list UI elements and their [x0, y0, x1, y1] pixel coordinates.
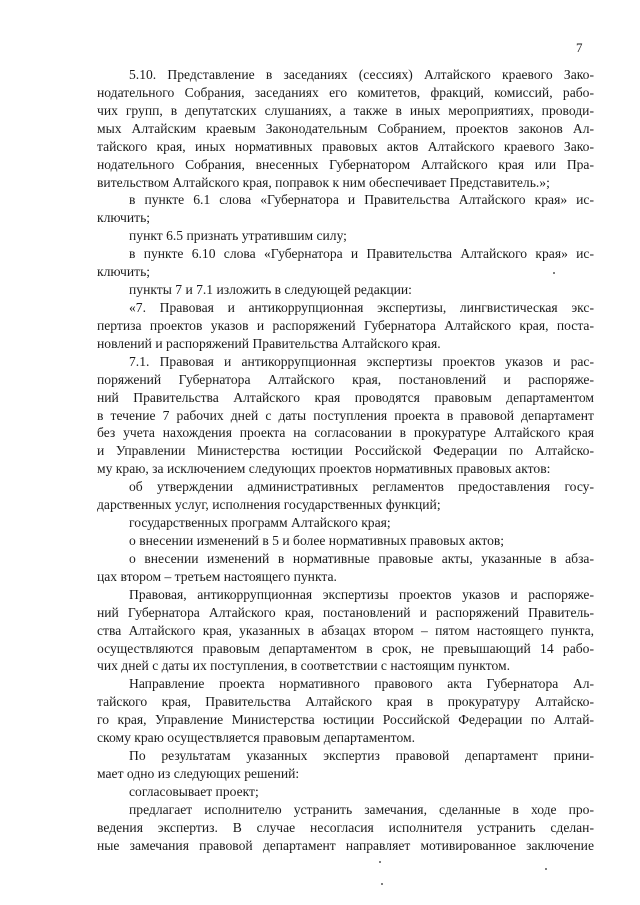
text-line: ства Алтайского края, указанных в абзацах втором – пятом настоящего пункта, [97, 622, 594, 638]
text-line: Направление проекта нормативного правового акта Губернатора Ал- [129, 676, 594, 692]
text-line: ключить; [97, 264, 151, 280]
text-line: в пункте 6.10 слова «Губернатора и Правительства Алтайского края» ис- [129, 246, 594, 262]
text-line: «7. Правовая и антикоррупционная экспертизы, лингвистическая экс- [129, 299, 594, 315]
scan-speck [553, 272, 555, 274]
text-line: государственных программ Алтайского края; [129, 515, 391, 531]
text-line: 5.10. Представление в заседаниях (сессиях) Алтайского краевого Зако- [129, 67, 594, 82]
text-line: нодательного Собрания, внесенных Губернатором Алтайского края или Пра- [97, 156, 594, 172]
text-line: пертиза проектов указов и распоряжений Губернатора Алтайского края, поста- [97, 317, 594, 333]
text-line: об утверждении административных регламентов предоставления госу- [129, 479, 594, 495]
scan-speck [545, 868, 547, 870]
text-line: без учета нахождения проекта на согласовании в прокуратуре Алтайского края [97, 425, 594, 441]
body-text [97, 66, 594, 855]
text-line: поряжений Губернатора Алтайского края, постановлений и распоряже- [97, 371, 594, 387]
text-line: о внесении изменений в 5 и более нормативных правовых актов; [129, 532, 505, 548]
text-line: в пункте 6.1 слова «Губернатора и Правительства Алтайского края» ис- [129, 192, 594, 208]
text-line: нодательного Собрания, заседаниях его комитетов, фракций, комиссий, рабо- [97, 84, 594, 100]
text-line: предлагает исполнителю устранить замечания, сделанные в ходе про- [129, 801, 594, 817]
text-line: тайского края, Правительства Алтайского края в прокуратуру Алтайско- [97, 694, 594, 710]
text-line: осуществляются правовым департаментом в срок, не превышающий 14 рабо- [97, 640, 594, 656]
text-line: в течение 7 рабочих дней с даты поступления проекта в правовой департамент [97, 407, 594, 423]
text-line: тайского края, иных нормативных правовых актов Алтайского краевого Зако- [97, 138, 594, 154]
text-line: дарственных услуг, исполнения государственных функций; [97, 497, 441, 513]
text-line: пункты 7 и 7.1 изложить в следующей редакции: [129, 282, 412, 298]
text-line: 7.1. Правовая и антикоррупционная экспертизы проектов указов и рас- [129, 353, 594, 369]
text-line: ний Губернатора Алтайского края, постановлений и распоряжений Правитель- [97, 604, 594, 620]
text-line: го края, Управление Министерства юстиции Российской Федерации по Алтай- [97, 712, 594, 728]
text-line: му краю, за исключением следующих проектов нормативных правовых актов: [97, 461, 551, 477]
text-line: мых Алтайским краевым Законодательным Собранием, проектов законов Ал- [97, 120, 594, 136]
text-line: ний Правительства Алтайского края проводятся правовым департаментом [97, 389, 594, 405]
text-line: вительством Алтайского края, поправок к ним обеспечивает Представитель.»; [97, 174, 550, 190]
text-line: скому краю осуществляется правовым департаментом. [97, 730, 415, 746]
text-line: По результатам указанных экспертиз правовой департамент прини- [129, 748, 594, 764]
text-line: о внесении изменений в нормативные правовые акты, указанные в абза- [129, 550, 594, 566]
text-line: ключить; [97, 210, 151, 226]
text-line: Правовая, антикоррупционная экспертизы проектов указов и распоряже- [129, 586, 594, 602]
text-line: пункт 6.5 признать утратившим силу; [129, 228, 347, 244]
text-line: ведения экспертиз. В случае несогласия исполнителя устранить сделан- [97, 819, 594, 835]
text-line: новлений и распоряжений Правительства Алтайского края. [97, 335, 441, 351]
page-number: 7 [576, 40, 583, 55]
text-line: согласовывает проект; [129, 783, 259, 799]
text-line: чих групп, в депутатских слушаниях, а также в иных мероприятиях, проводи- [97, 102, 594, 118]
text-line: ные замечания правовой департамент направляет мотивированное заключение [97, 837, 594, 853]
text-line: чих дней с даты их поступления, в соответствии с настоящим пунктом. [97, 658, 511, 674]
text-line: цах втором – третьем настоящего пункта. [97, 568, 337, 584]
text-line: мает одно из следующих решений: [97, 765, 300, 781]
scan-speck [379, 861, 381, 863]
text-line: и Управлении Министерства юстиции Российской Федерации по Алтайско- [97, 443, 594, 459]
scan-speck [381, 883, 383, 885]
